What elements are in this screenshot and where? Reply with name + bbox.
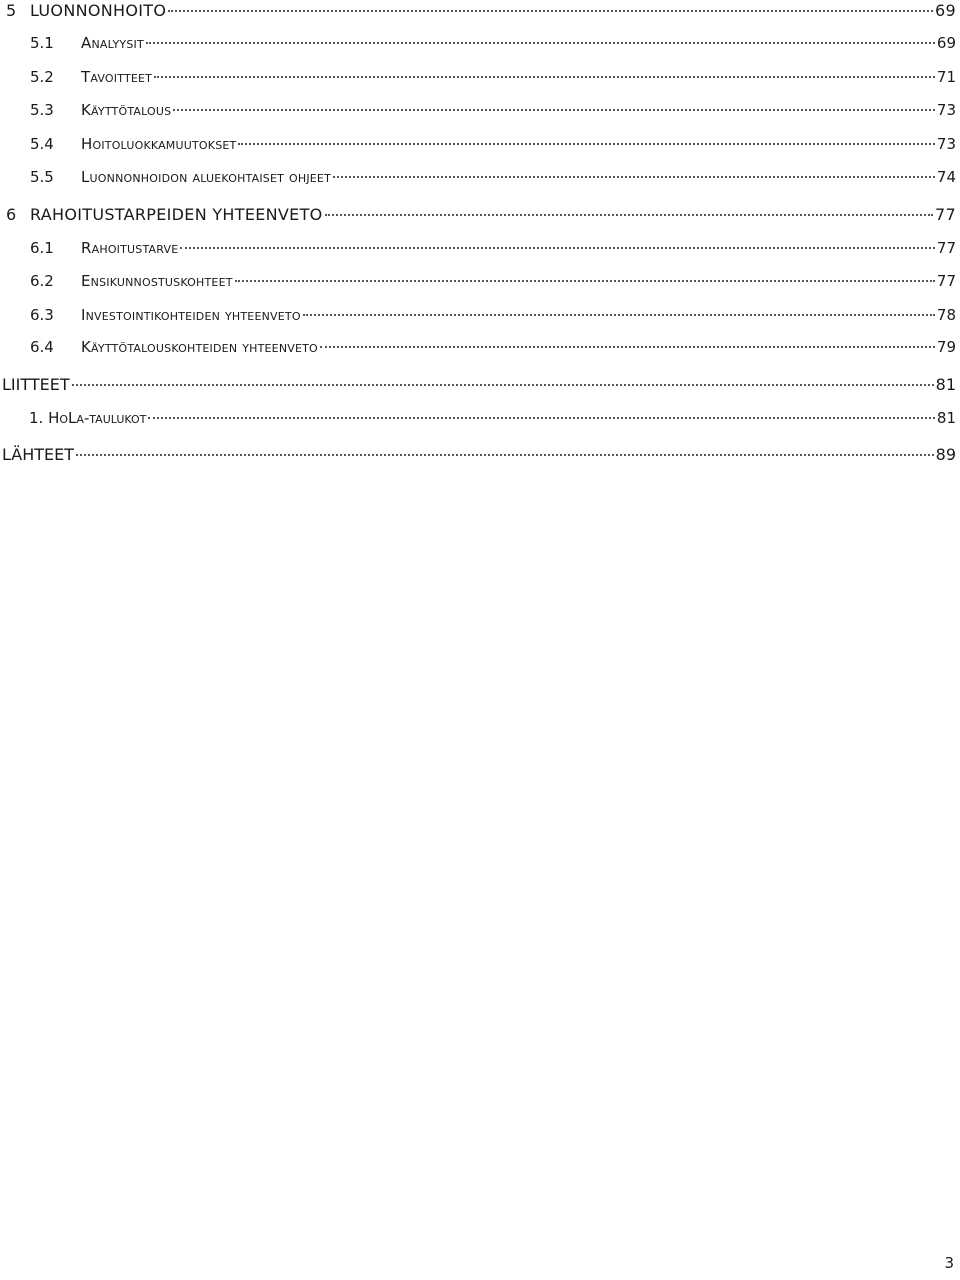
toc-entry-page: 73 — [936, 101, 956, 119]
toc-entry-page: 69 — [935, 1, 956, 20]
toc-entry-title: Tavoitteet — [81, 68, 153, 86]
toc-entry-chapter-6[interactable] — [6, 200, 956, 224]
toc-entry-5-5[interactable] — [30, 162, 956, 186]
toc-dot-leader — [72, 383, 934, 386]
toc-entry-page: 77 — [936, 239, 956, 257]
toc-dot-leader — [320, 345, 935, 348]
toc-entry-chapter-5[interactable] — [6, 0, 956, 20]
toc-entry-page: 71 — [936, 68, 956, 86]
toc-dot-leader — [303, 313, 935, 316]
toc-entry-title: Rahoitustarve — [81, 239, 179, 257]
toc-entry-page: 69 — [936, 34, 956, 52]
toc-entry-6-2[interactable] — [30, 266, 956, 290]
toc-entry-title: LÄHTEET — [2, 445, 75, 464]
toc-entry-hola-taulukot[interactable] — [29, 403, 956, 427]
toc-entry-page: 89 — [935, 445, 956, 464]
toc-entry-number: 5.3 — [30, 101, 54, 119]
toc-entry-number: 5.5 — [30, 168, 54, 186]
toc-entry-number: 5.1 — [30, 34, 54, 52]
toc-entry-title: LUONNONHOITO — [30, 1, 167, 20]
toc-dot-leader — [76, 453, 934, 456]
toc-entry-title: 1. HoLa-taulukot — [29, 409, 147, 427]
toc-entry-5-4[interactable] — [30, 129, 956, 153]
toc-entry-page: 73 — [936, 135, 956, 153]
toc-dot-leader — [238, 142, 934, 145]
toc-entry-page: 77 — [936, 272, 956, 290]
toc-entry-page: 77 — [935, 205, 956, 224]
page-number: 3 — [944, 1254, 954, 1272]
toc-dot-leader — [325, 213, 933, 216]
toc-entry-page: 79 — [936, 338, 956, 356]
toc-entry-lahteet[interactable] — [2, 440, 956, 464]
toc-entry-5-1[interactable] — [30, 28, 956, 52]
toc-entry-6-4[interactable] — [30, 332, 956, 356]
toc-entry-5-2[interactable] — [30, 62, 956, 86]
toc-entry-title: Luonnonhoidon aluekohtaiset ohjeet — [81, 168, 332, 186]
toc-entry-title: Käyttötalous — [81, 101, 172, 119]
toc-entry-page: 74 — [936, 168, 956, 186]
toc-entry-number: 6.2 — [30, 272, 54, 290]
toc-entry-page: 81 — [935, 375, 956, 394]
toc-dot-leader — [148, 416, 935, 419]
toc-entry-number: 6 — [6, 205, 17, 224]
toc-entry-page: 78 — [936, 306, 956, 324]
toc-entry-5-3[interactable] — [30, 95, 956, 119]
toc-entry-number: 6.1 — [30, 239, 54, 257]
toc-entry-number: 6.3 — [30, 306, 54, 324]
toc-entry-page: 81 — [936, 409, 956, 427]
toc-entry-6-3[interactable] — [30, 300, 956, 324]
toc-dot-leader — [146, 41, 935, 44]
toc-entry-6-1[interactable] — [30, 233, 956, 257]
toc-entry-liitteet[interactable] — [2, 370, 956, 394]
toc-dot-leader — [168, 9, 933, 12]
toc-entry-title: Hoitoluokkamuutokset — [81, 135, 237, 153]
toc-entry-number: 6.4 — [30, 338, 54, 356]
toc-entry-title: Analyysit — [81, 34, 144, 52]
toc-entry-title: Investointikohteiden yhteenveto — [81, 306, 301, 324]
toc-entry-title: Ensikunnostuskohteet — [81, 272, 233, 290]
toc-dot-leader — [154, 75, 935, 78]
toc-dot-leader — [235, 279, 935, 282]
toc-entry-title: Käyttötalouskohteiden yhteenveto — [81, 338, 318, 356]
toc-dot-leader — [180, 246, 935, 249]
toc-entry-number: 5 — [6, 1, 17, 20]
toc-entry-number: 5.4 — [30, 135, 54, 153]
toc-entry-number: 5.2 — [30, 68, 54, 86]
toc-entry-title: LIITTEET — [2, 375, 70, 394]
toc-dot-leader — [173, 108, 935, 111]
toc-dot-leader — [333, 175, 935, 178]
toc-entry-title: RAHOITUSTARPEIDEN YHTEENVETO — [30, 205, 323, 224]
